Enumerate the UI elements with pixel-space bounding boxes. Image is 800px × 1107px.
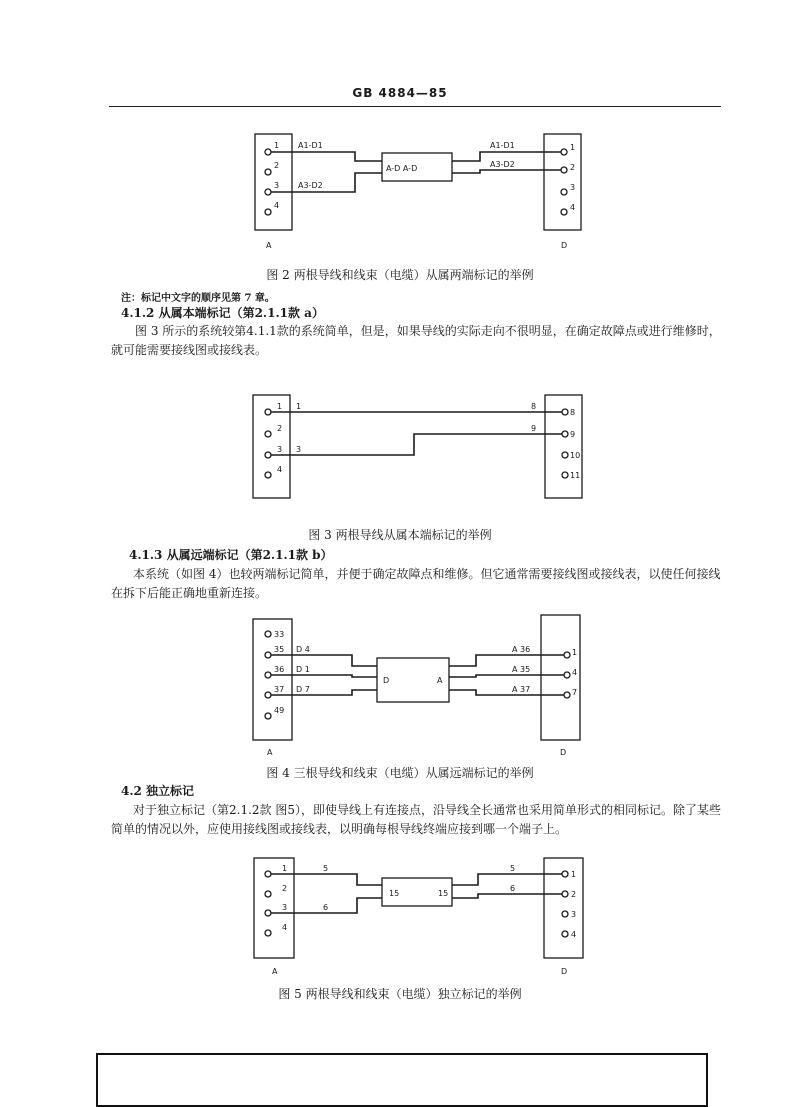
fig3-right-term-11: 11 <box>570 471 581 480</box>
fig4-left-term-36: 36 <box>274 665 285 674</box>
fig4-label-d: D <box>560 748 567 757</box>
fig2-left-term-2: 2 <box>274 161 280 170</box>
fig4-right-wire-a36: A 36 <box>512 645 531 654</box>
bottom-frame <box>96 1053 708 1107</box>
terminal-marker <box>265 631 271 637</box>
fig4-left-wire-d1: D 1 <box>296 665 310 674</box>
fig5-left-term-4: 4 <box>282 923 288 932</box>
fig3-right-term-8: 8 <box>570 408 576 417</box>
figure-4-caption: 图 4 三根导线和线束（电缆）从属远端标记的举例 <box>266 766 534 780</box>
section-4-1-2-title: 4.1.2 从属本端标记（第2.1.1款 a） <box>121 306 324 320</box>
fig2-label-d: D <box>561 241 568 250</box>
fig3-left-term-4: 4 <box>277 465 283 474</box>
terminal-marker <box>562 431 568 437</box>
terminal-marker <box>561 189 567 195</box>
terminal-marker <box>265 149 271 155</box>
terminal-marker <box>561 167 567 173</box>
section-4-2-body: 对于独立标记（第2.1.2款 图5），即使导线上有连接点，沿导线全长通常也采用简单形式的相同标记。除了某些简单的情况以外，应使用接线图或接线表，以明确每根导线终端应接到哪一个端子上。 <box>111 803 721 836</box>
fig4-box-a <box>253 619 292 740</box>
fig5-right-wire-5: 5 <box>510 864 516 873</box>
terminal-marker <box>265 871 271 877</box>
fig5-left-term-1: 1 <box>282 864 288 873</box>
terminal-marker <box>564 692 570 698</box>
fig4-left-term-49: 49 <box>274 706 285 715</box>
fig3-left-wire2: 3 <box>296 445 302 454</box>
fig2-left-term-1: 1 <box>274 141 280 150</box>
wire-line <box>449 675 565 677</box>
wire-line <box>452 170 562 173</box>
figure-2-note: 注：标记中文字的顺序见第 7 章。 <box>121 293 275 304</box>
fig3-left-term-1: 1 <box>277 402 283 411</box>
fig4-bundle-left: D <box>383 676 390 685</box>
wire-line <box>270 152 382 161</box>
wire-line <box>270 434 563 455</box>
terminal-marker <box>265 930 271 936</box>
section-4-1-3-title: 4.1.3 从属远端标记（第2.1.1款 b） <box>129 548 333 562</box>
section-4-1-2-body: 图 3 所示的系统较第4.1.1款的系统简单，但是，如果导线的实际走向不很明显，在确定故障点或进行维修时，就可能需要接线图或接线表。 <box>111 324 721 357</box>
figure-3-caption: 图 3 两根导线从属本端标记的举例 <box>308 528 492 542</box>
wire-line <box>270 655 377 666</box>
fig2-left-term-3: 3 <box>274 181 280 190</box>
terminal-marker <box>562 409 568 415</box>
fig3-right-wire1: 8 <box>531 402 537 411</box>
fig4-bundle-right: A <box>437 676 443 685</box>
wire-line <box>449 690 565 695</box>
wire-line <box>449 655 565 666</box>
terminal-marker <box>265 891 271 897</box>
terminal-marker <box>265 189 271 195</box>
fig4-label-a: A <box>267 748 273 757</box>
fig2-right-term-3: 3 <box>570 183 576 192</box>
terminal-marker <box>265 431 271 437</box>
figure-5-caption: 图 5 两根导线和线束（电缆）独立标记的举例 <box>278 987 522 1001</box>
wire-line <box>452 894 563 898</box>
fig5-right-term-2: 2 <box>571 890 577 899</box>
wire-line <box>270 675 377 677</box>
figure-4-diagram <box>0 610 800 760</box>
fig5-bundle-left: 15 <box>389 889 400 898</box>
terminal-marker <box>265 409 271 415</box>
fig4-right-term-4: 4 <box>572 668 578 677</box>
fig3-left-term-2: 2 <box>277 424 283 433</box>
terminal-marker <box>265 169 271 175</box>
figure-5-diagram <box>0 850 800 980</box>
section-4-2-title: 4.2 独立标记 <box>121 784 195 798</box>
fig3-left-wire1: 1 <box>296 402 302 411</box>
fig5-box-a <box>254 858 294 958</box>
fig3-right-term-10: 10 <box>570 451 581 460</box>
fig2-right-term-1: 1 <box>570 143 576 152</box>
fig2-left-wire1: A1-D1 <box>298 141 323 150</box>
figure-3-diagram <box>0 390 800 520</box>
fig5-right-term-1: 1 <box>571 870 577 879</box>
terminal-marker <box>564 672 570 678</box>
terminal-marker <box>265 910 271 916</box>
terminal-marker <box>265 692 271 698</box>
fig2-left-wire2: A3-D2 <box>298 181 323 190</box>
figure-2-diagram <box>0 0 800 260</box>
terminal-marker <box>265 652 271 658</box>
fig3-left-term-3: 3 <box>277 445 283 454</box>
terminal-marker <box>265 672 271 678</box>
fig4-left-term-37: 37 <box>274 685 285 694</box>
terminal-marker <box>562 911 568 917</box>
fig2-right-wire1: A1-D1 <box>490 141 515 150</box>
fig4-left-term-33: 33 <box>274 630 285 639</box>
fig5-left-wire-6: 6 <box>323 903 329 912</box>
fig4-right-term-7: 7 <box>572 688 578 697</box>
fig4-box-d <box>541 615 580 740</box>
fig4-left-wire-d4: D 4 <box>296 645 310 654</box>
figure-2-caption: 图 2 两根导线和线束（电缆）从属两端标记的举例 <box>266 268 534 282</box>
wire-line <box>452 874 563 885</box>
fig3-right-term-9: 9 <box>570 430 576 439</box>
terminal-marker <box>562 871 568 877</box>
fig4-right-wire-a37: A 37 <box>512 685 531 694</box>
fig4-right-wire-a35: A 35 <box>512 665 531 674</box>
terminal-marker <box>562 452 568 458</box>
fig2-box-d <box>544 134 581 230</box>
fig5-left-wire-5: 5 <box>323 864 329 873</box>
fig5-right-wire-6: 6 <box>510 884 516 893</box>
section-4-1-3-body: 本系统（如图 4）也较两端标记简单，并便于确定故障点和维修。但它通常需要接线图或接线表，以使任何接线在拆下后能正确地重新连接。 <box>111 567 721 600</box>
wire-line <box>270 173 382 192</box>
fig5-bundle-right: 15 <box>438 889 449 898</box>
fig4-left-wire-d7: D 7 <box>296 685 310 694</box>
fig3-right-wire2: 9 <box>531 424 537 433</box>
terminal-marker <box>265 209 271 215</box>
terminal-marker <box>265 452 271 458</box>
terminal-marker <box>561 209 567 215</box>
terminal-marker <box>265 713 271 719</box>
wire-line <box>270 690 377 695</box>
terminal-marker <box>265 472 271 478</box>
fig2-left-term-4: 4 <box>274 201 280 210</box>
fig5-left-term-2: 2 <box>282 884 288 893</box>
terminal-marker <box>562 472 568 478</box>
fig2-right-term-2: 2 <box>570 163 576 172</box>
terminal-marker <box>561 149 567 155</box>
fig3-box-left <box>253 395 290 498</box>
fig2-label-a: A <box>266 241 272 250</box>
fig5-left-term-3: 3 <box>282 903 288 912</box>
fig4-left-term-35: 35 <box>274 645 285 654</box>
fig5-right-term-4: 4 <box>571 930 577 939</box>
fig5-right-term-3: 3 <box>571 910 577 919</box>
fig5-label-a: A <box>272 967 278 976</box>
fig5-label-d: D <box>561 967 568 976</box>
fig2-bundle-label: A-D A-D <box>386 164 418 173</box>
fig2-right-term-4: 4 <box>570 203 576 212</box>
fig4-right-term-1: 1 <box>572 648 578 657</box>
terminal-marker <box>564 652 570 658</box>
fig2-right-wire2: A3-D2 <box>490 160 515 169</box>
terminal-marker <box>562 891 568 897</box>
standard-header: GB 4884—85 <box>352 86 448 100</box>
terminal-marker <box>562 931 568 937</box>
